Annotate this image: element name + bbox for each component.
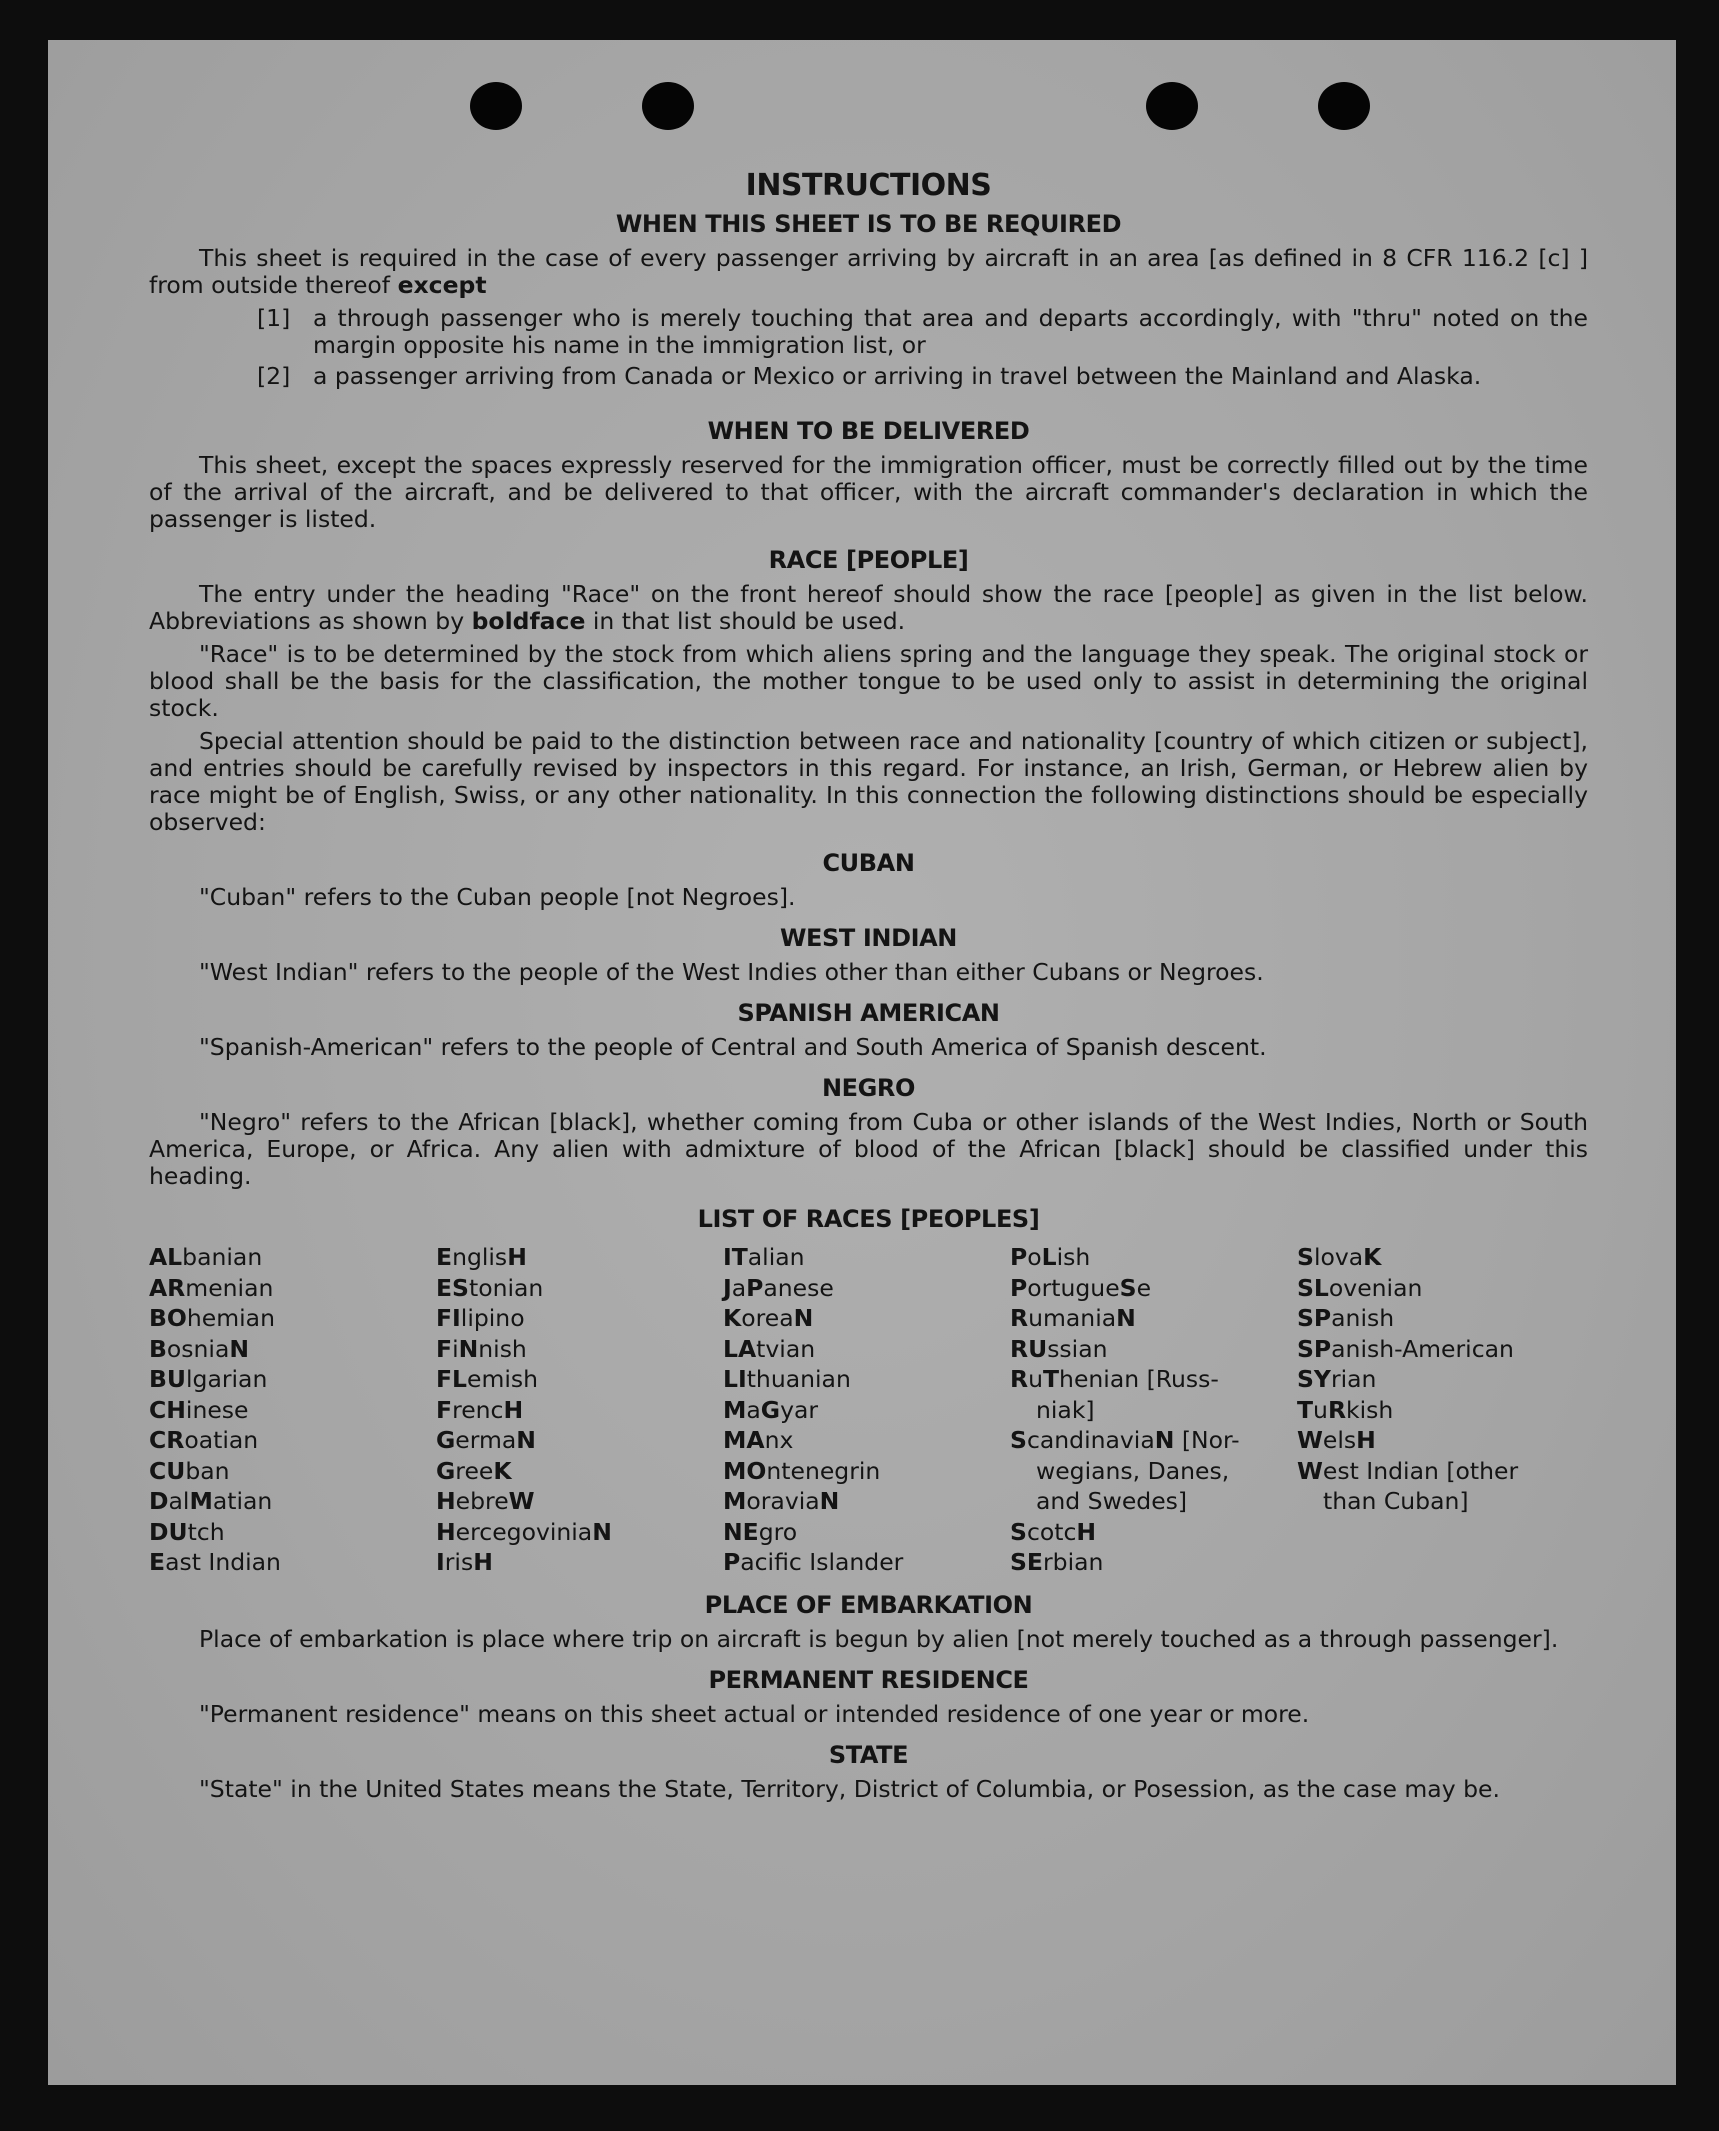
race-abbreviation: H (473, 1548, 493, 1576)
section-heading-delivered: WHEN TO BE DELIVERED (707, 417, 1030, 445)
race-abbreviation: H (1076, 1517, 1097, 1546)
race-text: gro (758, 1517, 798, 1546)
section-heading-cuban: CUBAN (822, 849, 915, 877)
race-entry (436, 1395, 723, 1426)
race-text: oravia (746, 1487, 820, 1515)
race-abbreviation: P (1010, 1243, 1028, 1271)
race-text: orea (741, 1304, 794, 1332)
race-abbreviation: E (436, 1243, 453, 1271)
race-abbreviation: FL (436, 1365, 468, 1393)
race-abbreviation: G (436, 1456, 456, 1485)
section-heading-embarkation: PLACE OF EMBARKATION (704, 1590, 1033, 1619)
item-text: a through passenger who is merely touching that area and departs accordingly, with "thru" noted on the margin opposite his name in the immigration list, or (313, 304, 1588, 359)
race-entry (436, 1364, 723, 1395)
race-entry (723, 1425, 1010, 1456)
race-abbreviation: AR (149, 1273, 186, 1302)
race-text: erma (455, 1426, 517, 1454)
race-text: o (1027, 1243, 1042, 1271)
item-number: [1] (257, 304, 291, 332)
race-text: lipino (460, 1304, 525, 1332)
race-text: e (1136, 1273, 1152, 1302)
race-text: candinavia (1026, 1426, 1155, 1454)
required-intro: This sheet is required in the case of every passenger arriving by aircraft in an area [as defined in 8 CFR 116.2 [c] ] from outside thereof except (149, 244, 1588, 299)
race-entry (1297, 1303, 1588, 1334)
race-text: [Nor- (1174, 1426, 1240, 1454)
race-entry (723, 1486, 1010, 1517)
race-abbreviation: N (793, 1304, 814, 1332)
race-abbreviation: S (1297, 1243, 1314, 1271)
race-entry (149, 1547, 436, 1578)
race-text: anish-American (1331, 1334, 1514, 1363)
race-abbreviation: SL (1297, 1273, 1329, 1302)
race-abbreviation: MO (723, 1456, 767, 1485)
race-text: a (746, 1395, 761, 1424)
race-entry (1297, 1395, 1588, 1426)
race-abbreviation: R (1010, 1304, 1029, 1332)
race-text: nx (764, 1426, 794, 1454)
race-text: ree (455, 1456, 494, 1485)
race-text: lgarian (186, 1365, 268, 1393)
race-entry-continuation: niak] (1036, 1395, 1095, 1424)
race-abbreviation: LA (723, 1334, 757, 1363)
race-abbreviation: N (1154, 1426, 1175, 1454)
race-text: osnia (166, 1334, 230, 1363)
race-abbreviation: P (1010, 1273, 1028, 1302)
race-text: tch (187, 1517, 225, 1546)
race-text: acific Islander (740, 1548, 904, 1576)
race-entry (436, 1334, 723, 1365)
race-entry (149, 1303, 436, 1334)
race-paragraph-1: The entry under the heading "Race" on the front hereof should show the race [people] as given in the list below. Abbreviations as shown by boldface in that list should be used. (149, 580, 1588, 635)
race-text: oatian (184, 1426, 259, 1454)
race-abbreviation: W (1297, 1426, 1323, 1454)
race-text: umania (1028, 1304, 1117, 1332)
race-abbreviation: I (436, 1548, 445, 1576)
spanish-american-text: "Spanish-American" refers to the people of Central and South America of Spanish descent. (199, 1033, 1267, 1061)
race-text: tonian (468, 1273, 544, 1302)
race-abbreviation: R (1010, 1365, 1029, 1393)
race-abbreviation: F (436, 1395, 453, 1424)
west-indian-text: "West Indian" refers to the people of the West Indies other than either Cubans or Negroes. (199, 958, 1264, 986)
race-text: cotc (1026, 1517, 1077, 1546)
race-abbreviation: S (1010, 1517, 1027, 1546)
race-entry (436, 1425, 723, 1456)
race-column (1297, 1242, 1588, 1578)
race-abbreviation: T (1043, 1365, 1060, 1393)
race-entry (149, 1456, 436, 1487)
race-abbreviation: F (436, 1334, 453, 1363)
race-entry (1297, 1456, 1588, 1487)
race-entry (436, 1242, 723, 1273)
race-text: nish (478, 1334, 527, 1363)
race-text: ish (1056, 1243, 1091, 1271)
punch-hole (470, 82, 522, 130)
race-text: atian (212, 1487, 273, 1515)
race-entry (1297, 1273, 1588, 1304)
race-text: est Indian [other (1322, 1456, 1519, 1485)
race-abbreviation: S (1010, 1426, 1027, 1454)
race-text: thuanian (746, 1365, 851, 1393)
race-entry (149, 1273, 436, 1304)
section-heading-negro: NEGRO (821, 1074, 916, 1102)
required-item (257, 363, 1588, 390)
punch-hole (1318, 82, 1370, 130)
race-column (436, 1242, 723, 1578)
race-abbreviation: J (723, 1273, 732, 1302)
state-text: "State" in the United States means the State, Territory, District of Columbia, or Posession, as the case may be. (199, 1774, 1500, 1803)
race-entry (436, 1486, 723, 1517)
residence-text: "Permanent residence" means on this sheet actual or intended residence of one year or more. (199, 1699, 1310, 1728)
race-entry (149, 1364, 436, 1395)
race-list (149, 1242, 1588, 1578)
punch-hole (642, 82, 694, 130)
race-abbreviation: R (1327, 1395, 1347, 1424)
section-heading-residence: PERMANENT RESIDENCE (708, 1665, 1029, 1694)
race-entry (149, 1425, 436, 1456)
item-number: [2] (257, 362, 291, 390)
race-abbreviation: N (516, 1426, 536, 1454)
race-paragraph-3: Special attention should be paid to the distinction between race and nationality [country of which citizen or subject], and entries should be carefully revised by inspectors in this regard. For instance, an Irish, German, or Hebrew alien by race might be of English, Swiss, or any other nationality. In this connection the following distinctions should be especially observed: (149, 727, 1588, 836)
race-text: lova (1313, 1243, 1364, 1271)
punch-hole (1146, 82, 1198, 130)
race-abbreviation: DU (149, 1517, 188, 1546)
race-abbreviation: LI (723, 1365, 747, 1393)
race-abbreviation: P (723, 1548, 741, 1576)
race-abbreviation: N (592, 1517, 612, 1546)
race-entry (1297, 1334, 1588, 1365)
race-entry (1010, 1425, 1297, 1456)
race-text: ris (444, 1548, 474, 1576)
race-entry (436, 1303, 723, 1334)
race-entry (1010, 1242, 1297, 1273)
race-entry (723, 1517, 1010, 1548)
race-text: menian (185, 1273, 274, 1302)
race-text: renc (452, 1395, 504, 1424)
race-entry (1010, 1303, 1297, 1334)
race-text: kish (1346, 1395, 1394, 1424)
race-abbreviation: CR (149, 1426, 185, 1454)
race-abbreviation: SE (1010, 1548, 1043, 1576)
race-entry-continuation: and Swedes] (1036, 1487, 1188, 1515)
race-abbreviation: P (746, 1273, 764, 1302)
race-text: ntenegrin (766, 1456, 881, 1485)
race-abbreviation: K (493, 1456, 512, 1485)
cuban-text: "Cuban" refers to the Cuban people [not Negroes]. (199, 883, 796, 911)
race-abbreviation: N (819, 1487, 840, 1515)
race-abbreviation: D (149, 1487, 169, 1515)
race-entry (149, 1242, 436, 1273)
race-abbreviation: K (1363, 1243, 1382, 1271)
race-text: a (731, 1273, 747, 1302)
delivered-text: This sheet, except the spaces expressly reserved for the immigration officer, must be correctly filled out by the time of the arrival of the aircraft, and be delivered to that officer, with the aircraft commander's declaration in which the passenger is listed. (149, 451, 1588, 533)
race-text: emish (467, 1365, 539, 1393)
race-abbreviation: B (149, 1334, 167, 1363)
section-heading-required: WHEN THIS SHEET IS TO BE REQUIRED (615, 210, 1122, 238)
race-text: anese (763, 1273, 834, 1302)
race-entry (1010, 1334, 1297, 1365)
race-abbreviation: SY (1297, 1365, 1331, 1393)
race-abbreviation: H (436, 1487, 456, 1515)
section-heading-list-of-races: LIST OF RACES [PEOPLES] (697, 1205, 1040, 1233)
race-abbreviation: M (723, 1487, 747, 1515)
section-heading-spanish-american: SPANISH AMERICAN (737, 999, 1000, 1027)
race-entry (1297, 1242, 1588, 1273)
race-text: u (1028, 1365, 1044, 1393)
race-abbreviation: IT (723, 1243, 748, 1271)
negro-text: "Negro" refers to the African [black], whether coming from Cuba or other islands of the West Indies, North or South America, Europe, or Africa. Any alien with admixture of blood of the African [black] should be classified under this heading. (149, 1108, 1588, 1190)
instructions-body (149, 168, 1588, 1809)
race-abbreviation: W (1297, 1456, 1323, 1485)
race-text: hemian (186, 1304, 275, 1332)
race-text: ast Indian (165, 1548, 281, 1576)
race-entry (1010, 1486, 1297, 1517)
document-sheet (48, 40, 1676, 2085)
race-entry (1010, 1517, 1297, 1548)
race-abbreviation: H (507, 1243, 527, 1271)
race-text: i (452, 1334, 459, 1363)
race-text: ban (185, 1456, 230, 1485)
race-text: inese (185, 1395, 249, 1424)
race-abbreviation: E (149, 1548, 166, 1576)
race-text: ebre (455, 1487, 509, 1515)
race-abbreviation: RU (1010, 1334, 1048, 1363)
race-abbreviation: MA (723, 1426, 765, 1454)
race-text: henian [Russ- (1059, 1365, 1219, 1393)
race-text: nglis (452, 1243, 508, 1271)
race-entry (436, 1547, 723, 1578)
race-entry (149, 1486, 436, 1517)
race-entry (1010, 1456, 1297, 1487)
race-entry (723, 1303, 1010, 1334)
race-abbreviation: N (458, 1334, 479, 1363)
race-entry (436, 1456, 723, 1487)
race-entry-continuation: than Cuban] (1323, 1487, 1469, 1515)
race-abbreviation: BO (149, 1304, 187, 1332)
race-entry (149, 1334, 436, 1365)
race-abbreviation: CH (149, 1395, 186, 1424)
race-abbreviation: AL (149, 1243, 183, 1271)
race-text: u (1313, 1395, 1328, 1424)
race-entry (723, 1364, 1010, 1395)
race-text: ovenian (1328, 1273, 1423, 1302)
race-text: tvian (756, 1334, 816, 1363)
section-heading-west-indian: WEST INDIAN (779, 924, 957, 952)
race-entry (723, 1273, 1010, 1304)
item-text: a passenger arriving from Canada or Mexico or arriving in travel between the Mainland and Alaska. (313, 362, 1482, 390)
race-abbreviation: T (1297, 1395, 1314, 1424)
race-abbreviation: FI (436, 1304, 461, 1332)
race-entry (723, 1395, 1010, 1426)
race-entry (723, 1334, 1010, 1365)
race-abbreviation: G (436, 1426, 456, 1454)
race-entry (1010, 1364, 1297, 1395)
page-title: INSTRUCTIONS (745, 168, 992, 203)
race-entry (1010, 1547, 1297, 1578)
race-text: rbian (1042, 1548, 1104, 1576)
race-abbreviation: H (436, 1517, 456, 1546)
race-abbreviation: H (503, 1395, 524, 1424)
race-abbreviation: G (760, 1395, 781, 1424)
race-entry (1010, 1273, 1297, 1304)
race-text: alian (747, 1243, 805, 1271)
race-column (149, 1242, 436, 1578)
required-item (257, 305, 1588, 359)
race-entry (723, 1456, 1010, 1487)
race-entry (436, 1273, 723, 1304)
race-abbreviation: M (723, 1395, 747, 1424)
race-abbreviation: W (508, 1487, 535, 1515)
race-abbreviation: L (1041, 1243, 1057, 1271)
race-text: anish (1331, 1304, 1395, 1332)
race-entry (149, 1517, 436, 1548)
race-text: ortugue (1027, 1273, 1120, 1302)
race-abbreviation: K (723, 1304, 742, 1332)
race-entry (1297, 1486, 1588, 1517)
race-column (723, 1242, 1010, 1578)
race-abbreviation: CU (149, 1456, 186, 1485)
race-text: al (168, 1487, 190, 1515)
section-heading-race: RACE [PEOPLE] (768, 546, 969, 574)
race-text: els (1322, 1426, 1357, 1454)
race-column (1010, 1242, 1297, 1578)
race-entry (723, 1547, 1010, 1578)
race-abbreviation: N (1116, 1304, 1136, 1332)
embarkation-text: Place of embarkation is place where trip on aircraft is begun by alien [not merely touched as a through passenger]. (199, 1624, 1559, 1653)
race-entry (1010, 1395, 1297, 1426)
race-entry (149, 1395, 436, 1426)
race-text: rian (1330, 1365, 1377, 1393)
race-abbreviation: M (189, 1487, 213, 1515)
race-text: banian (182, 1243, 263, 1271)
race-abbreviation: N (229, 1334, 250, 1363)
race-entry (723, 1242, 1010, 1273)
race-paragraph-2: "Race" is to be determined by the stock from which aliens spring and the language they speak. The original stock or blood shall be the basis for the classification, the mother tongue to be used only to assist in determining the original stock. (149, 640, 1588, 722)
race-abbreviation: ES (436, 1273, 469, 1302)
section-heading-state: STATE (828, 1740, 909, 1769)
race-abbreviation: BU (149, 1365, 186, 1393)
race-entry (1297, 1364, 1588, 1395)
race-entry-continuation: wegians, Danes, (1036, 1456, 1230, 1485)
race-text: ercegovinia (455, 1517, 593, 1546)
race-text: ssian (1047, 1334, 1108, 1363)
race-entry (436, 1517, 723, 1548)
race-abbreviation: NE (723, 1517, 759, 1546)
race-abbreviation: SP (1297, 1304, 1332, 1332)
race-abbreviation: H (1356, 1426, 1376, 1454)
race-text: yar (780, 1395, 819, 1424)
race-entry (1297, 1425, 1588, 1456)
race-abbreviation: S (1119, 1273, 1137, 1302)
race-abbreviation: SP (1297, 1334, 1332, 1363)
